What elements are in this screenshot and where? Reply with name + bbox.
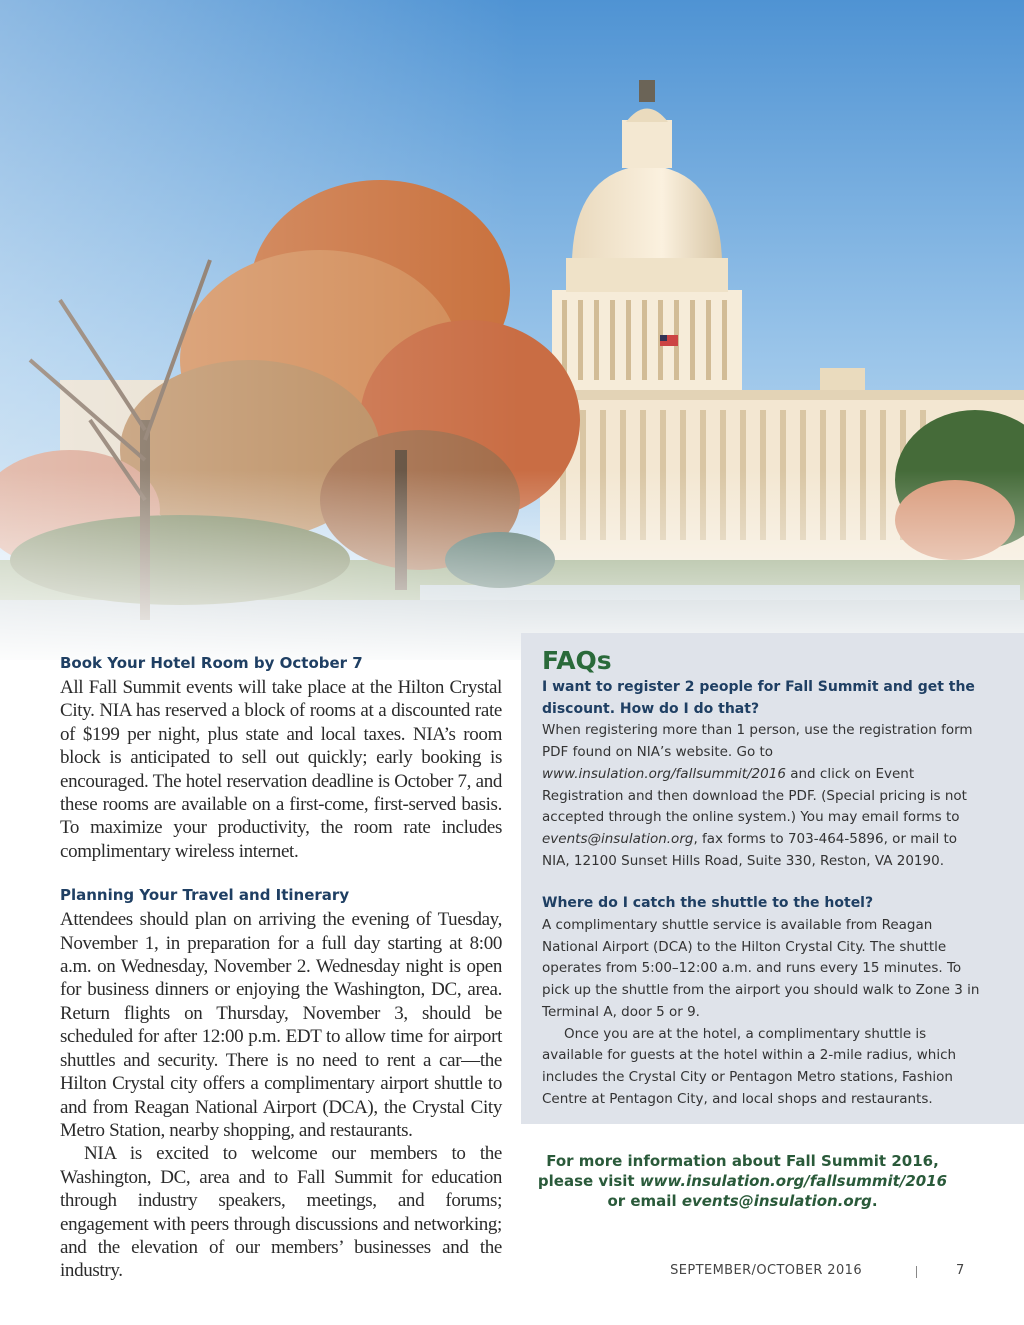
more-info-link[interactable]: www.insulation.org/fallsummit/2016 xyxy=(639,1172,948,1190)
travel-paragraph-2: NIA is excited to welcome our members to the Washington, DC, area and to Fall Summit for education through industry speakers, meetings, and forums; engagement with peers through discussions and networking; and the elevation of our members’ businesses and the industry. xyxy=(60,1143,502,1282)
travel-paragraph-1: Attendees should plan on arriving the evening of Tuesday, November 1, in preparation for a full day starting at 8:00 a.m. on Wednesday, November 2. Wednesday night is open for business dinners or enjoying the Washington, DC, area. Return flights on Thursday, November 3, should be scheduled for after 12:00 p.m. EDT to allow time for airport shuttles and security. There is no need to rent a car—the Hilton Crystal city offers a complimentary airport shuttle to and from Reagan National Airport (DCA), the Crystal City Metro Station, nearby shopping, and restaurants. xyxy=(60,909,502,1141)
left-column xyxy=(60,653,502,1283)
more-info-line-3 xyxy=(521,1191,964,1211)
events-email-link[interactable]: events@insulation.org xyxy=(542,830,694,847)
faq-answer-2-p2: Once you are at the hotel, a complimentary shuttle is available for guests at the hotel within a 2-mile radius, which includes the Crystal City or Pentagon Metro stations, Fashion Centre at Pentagon City, and local shops and restaurants. xyxy=(542,1025,957,1107)
hotel-body: All Fall Summit events will take place at the Hilton Crystal City. NIA has reserved a block of rooms at a discounted rate of $199 per night, plus state and local taxes. NIA’s room block is anticipated to sell out quickly; early booking is encouraged. The hotel reservation deadline is October 7, and these rooms are available on a first-come, first-served basis. To maximize your productivity, the room rate includes complimentary wireless internet. xyxy=(60,677,502,862)
faq-answer-1-text: When registering more than 1 person, use the registration form PDF found on NIA’s website. Go to xyxy=(542,722,973,761)
page-footer xyxy=(600,1263,970,1281)
hero-photo xyxy=(0,0,1024,660)
faq-question-1: I want to register 2 people for Fall Summit and get the discount. How do I do that? xyxy=(542,679,975,717)
faq-answer-1-text-2: and click on Event Registration and then download the PDF. (Special pricing is not accepted through the online system.) You may email forms to xyxy=(542,765,967,826)
more-info-suffix: . xyxy=(871,1192,878,1210)
more-info-prefix: please visit xyxy=(537,1172,640,1190)
more-info-line-1: For more information about Fall Summit 2016, xyxy=(546,1152,939,1170)
more-info-email[interactable]: events@insulation.org xyxy=(681,1192,872,1210)
fall-summit-link[interactable]: www.insulation.org/fallsummit/2016 xyxy=(542,765,786,782)
faq-answer-1 xyxy=(542,720,982,872)
more-info-callout xyxy=(521,1151,964,1211)
hotel-heading: Book Your Hotel Room by October 7 xyxy=(60,654,363,672)
more-info-line-2 xyxy=(521,1171,964,1191)
issue-label: SEPTEMBER/OCTOBER 2016 xyxy=(670,1263,862,1278)
faq-question-2: Where do I catch the shuttle to the hotel? xyxy=(542,895,874,912)
capitol-illustration xyxy=(0,0,1024,660)
footer-divider xyxy=(916,1266,917,1278)
faq-box xyxy=(521,633,1024,1124)
more-info-email-prefix: or email xyxy=(607,1192,682,1210)
faq-answer-2-p1: A complimentary shuttle service is available from Reagan National Airport (DCA) to the Hilton Crystal City. The shuttle operates from 5:00–12:00 a.m. and runs every 15 minutes. To pick up the shuttle from the airport you should walk to Zone 3 in Terminal A, door 5 or 9. xyxy=(542,917,980,1020)
faq-title: FAQs xyxy=(542,646,612,675)
page-number: 7 xyxy=(956,1263,965,1278)
travel-heading: Planning Your Travel and Itinerary xyxy=(60,886,350,905)
faq-answer-1-text-3: , fax forms to 703-464-5896, or mail to NIA, 12100 Sunset Hills Road, Suite 330, Reston, VA 20190. xyxy=(542,830,958,869)
